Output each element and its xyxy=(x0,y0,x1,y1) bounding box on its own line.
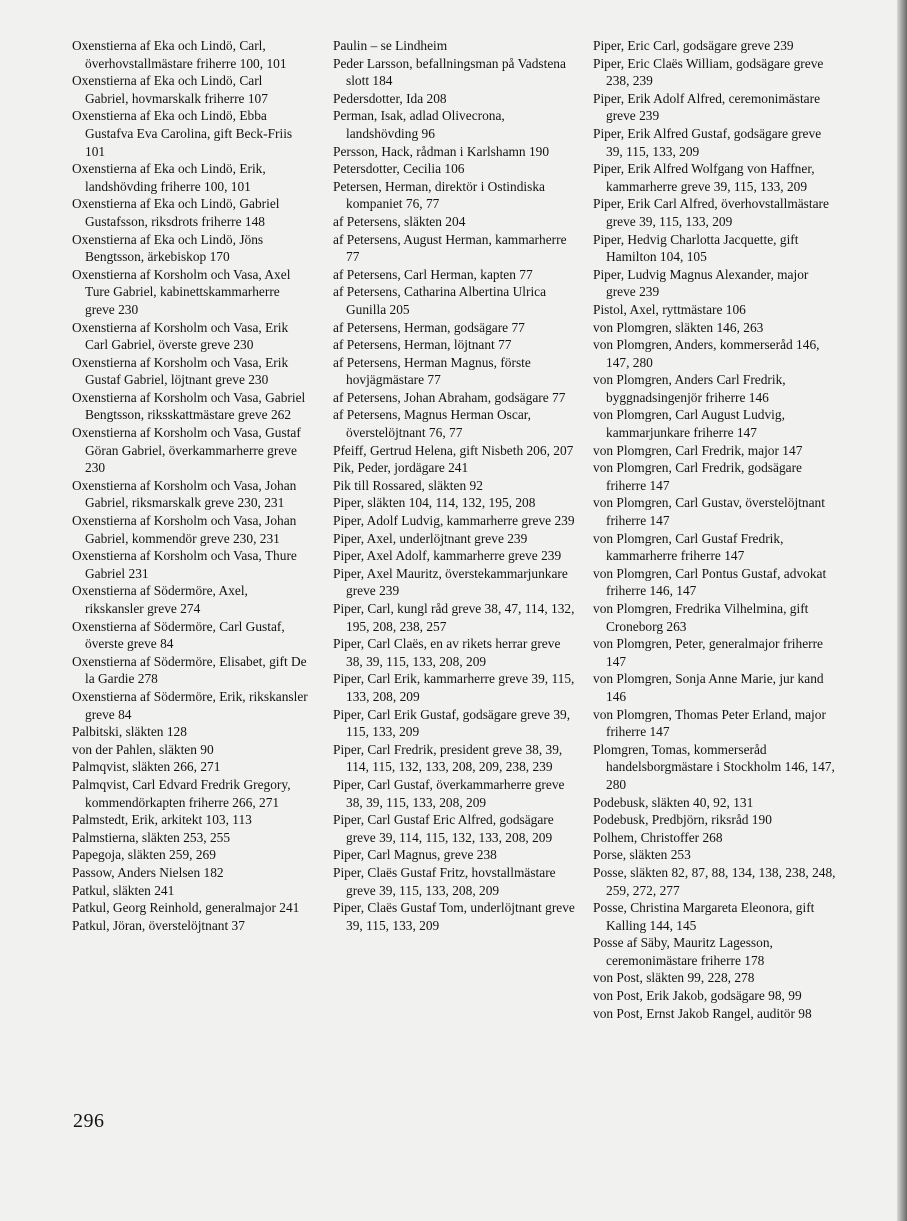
index-entry: Podebusk, Predbjörn, riksråd 190 xyxy=(593,812,772,828)
index-entry: af Petersens, Carl Herman, kapten 77 xyxy=(333,266,533,282)
index-entry: von Plomgren, Anders Carl Fredrik, byggnadsingenjör friherre 146 xyxy=(593,372,786,405)
index-entry: Oxenstierna af Södermöre, Carl Gustaf, överste greve 84 xyxy=(72,618,285,652)
index-entry: Oxenstierna af Korsholm och Vasa, Johan Gabriel, riksmarskalk greve 230, 231 xyxy=(72,477,297,511)
index-entry: Persson, Hack, rådman i Karlshamn 190 xyxy=(333,143,550,159)
index-entry: Piper, Erik Carl Alfred, överhovstallmästare greve 39, 115, 133, 209 xyxy=(593,196,829,229)
index-entry: Pik, Peder, jordägare 241 xyxy=(333,460,469,476)
index-entry: Oxenstierna af Södermöre, Elisabet, gift De la Gardie 278 xyxy=(72,653,307,687)
index-entry: Passow, Anders Nielsen 182 xyxy=(72,864,224,880)
index-entry: Oxenstierna af Korsholm och Vasa, Erik Carl Gabriel, överste greve 230 xyxy=(72,319,289,353)
index-entry: Piper, Erik Adolf Alfred, ceremonimästare greve 239 xyxy=(593,90,821,124)
index-entry: Piper, Ludvig Magnus Alexander, major greve 239 xyxy=(593,266,809,300)
index-entry: Piper, Adolf Ludvig, kammarherre greve 239 xyxy=(333,513,575,529)
index-entry: Petersen, Herman, direktör i Ostindiska kompaniet 76, 77 xyxy=(333,178,545,212)
index-entry: von Plomgren, Carl Fredrik, major 147 xyxy=(593,442,803,458)
index-entry: Oxenstierna af Korsholm och Vasa, Johan Gabriel, kommendör greve 230, 231 xyxy=(72,513,297,546)
index-entry: af Petersens, Magnus Herman Oscar, överstelöjtnant 76, 77 xyxy=(333,407,532,441)
index-entry: Piper, Claës Gustaf Tom, underlöjtnant greve 39, 115, 133, 209 xyxy=(333,900,575,933)
index-entry: von Plomgren, Carl Fredrik, godsägare friherre 147 xyxy=(593,460,802,493)
index-entry: Piper, Carl Erik, kammarherre greve 39, 115, 133, 208, 209 xyxy=(333,671,575,704)
index-entry: Piper, Carl Fredrik, president greve 38, 39, 114, 115, 132, 133, 208, 209, 238, 239 xyxy=(333,741,563,775)
index-entry: Plomgren, Tomas, kommerseråd handelsborgmästare i Stockholm 146, 147, 280 xyxy=(593,741,835,792)
index-entry: Palmqvist, släkten 266, 271 xyxy=(72,759,221,775)
index-entry: Petersdotter, Cecilia 106 xyxy=(333,161,465,177)
index-entry: Oxenstierna af Korsholm och Vasa, Erik Gustaf Gabriel, löjtnant greve 230 xyxy=(72,354,289,388)
index-entry: Papegoja, släkten 259, 269 xyxy=(72,847,216,863)
index-entry: Posse, Christina Margareta Eleonora, gift Kalling 144, 145 xyxy=(593,900,815,933)
index-entry: von der Pahlen, släkten 90 xyxy=(72,741,214,757)
index-entry: von Plomgren, släkten 146, 263 xyxy=(593,319,764,335)
index-entry: Polhem, Christoffer 268 xyxy=(593,829,723,845)
index-entry: von Post, Erik Jakob, godsägare 98, 99 xyxy=(593,988,802,1004)
index-column-1 xyxy=(72,37,308,934)
index-entry: Piper, Eric Carl, godsägare greve 239 xyxy=(593,38,794,53)
index-entry: Piper, Carl Erik Gustaf, godsägare greve 39, 115, 133, 209 xyxy=(333,706,571,740)
index-entry: Piper, Eric Claës William, godsägare greve 238, 239 xyxy=(593,55,824,89)
index-entry: Pik till Rossared, släkten 92 xyxy=(333,477,483,493)
index-entry: Piper, Axel Adolf, kammarherre greve 239 xyxy=(333,548,562,564)
index-column-2 xyxy=(333,37,575,934)
index-entry: af Petersens, Catharina Albertina Ulrica Gunilla 205 xyxy=(333,284,547,317)
index-entry: Oxenstierna af Korsholm och Vasa, Thure Gabriel 231 xyxy=(72,548,297,581)
index-entry: Oxenstierna af Eka och Lindö, Ebba Gustafva Eva Carolina, gift Beck-Friis 101 xyxy=(72,108,293,159)
index-entry: Oxenstierna af Södermöre, Erik, rikskansler greve 84 xyxy=(72,688,308,722)
index-entry: von Plomgren, Peter, generalmajor friherre 147 xyxy=(593,636,823,669)
index-entry: af Petersens, Johan Abraham, godsägare 77 xyxy=(333,389,566,405)
index-entry: Patkul, Georg Reinhold, generalmajor 241 xyxy=(72,900,300,916)
index-entry: Piper, Hedvig Charlotta Jacquette, gift Hamilton 104, 105 xyxy=(593,231,799,265)
index-entry: Piper, Carl, kungl råd greve 38, 47, 114, 132, 195, 208, 238, 257 xyxy=(333,601,575,634)
index-entry: Piper, Axel, underlöjtnant greve 239 xyxy=(333,530,528,546)
index-entry: Oxenstierna af Eka och Lindö, Gabriel Gustafsson, riksdrots friherre 148 xyxy=(72,196,280,229)
index-entry: Perman, Isak, adlad Olivecrona, landshövding 96 xyxy=(333,108,505,141)
index-entry: von Plomgren, Anders, kommerseråd 146, 147, 280 xyxy=(593,337,820,370)
index-entry: Pfeiff, Gertrud Helena, gift Nisbeth 206, 207 xyxy=(333,442,574,458)
index-entry: Paulin – se Lindheim xyxy=(333,38,448,53)
index-entry: Piper, Carl Magnus, greve 238 xyxy=(333,847,497,863)
index-entry: Peder Larsson, befallningsman på Vadstena slott 184 xyxy=(333,55,566,89)
index-entry: von Plomgren, Thomas Peter Erland, major friherre 147 xyxy=(593,706,826,740)
index-entry: Oxenstierna af Korsholm och Vasa, Gustaf Göran Gabriel, överkammarherre greve 230 xyxy=(72,425,301,476)
index-entry: Piper, Erik Alfred Wolfgang von Haffner, kammarherre greve 39, 115, 133, 209 xyxy=(593,161,815,194)
index-entry: Patkul, Jöran, överstelöjtnant 37 xyxy=(72,917,245,933)
index-entry: Palmstierna, släkten 253, 255 xyxy=(72,829,231,845)
index-entry: Porse, släkten 253 xyxy=(593,847,691,863)
index-entry: Oxenstierna af Korsholm och Vasa, Gabriel Bengtsson, riksskattmästare greve 262 xyxy=(72,389,306,423)
index-entry: von Plomgren, Sonja Anne Marie, jur kand 146 xyxy=(593,671,824,704)
index-entry: Oxenstierna af Eka och Lindö, Jöns Bengtsson, ärkebiskop 170 xyxy=(72,231,264,265)
index-entry: Piper, Erik Alfred Gustaf, godsägare greve 39, 115, 133, 209 xyxy=(593,125,822,159)
index-entry: Pistol, Axel, ryttmästare 106 xyxy=(593,301,746,317)
index-entry: af Petersens, Herman, godsägare 77 xyxy=(333,319,525,335)
index-entry: Posse, släkten 82, 87, 88, 134, 138, 238, 248, 259, 272, 277 xyxy=(593,864,836,898)
index-entry: Podebusk, släkten 40, 92, 131 xyxy=(593,794,754,810)
index-entry: Piper, släkten 104, 114, 132, 195, 208 xyxy=(333,495,536,511)
index-entry: af Petersens, Herman, löjtnant 77 xyxy=(333,337,512,353)
index-entry: Patkul, släkten 241 xyxy=(72,882,175,898)
index-entry: Oxenstierna af Eka och Lindö, Carl, överhovstallmästare friherre 100, 101 xyxy=(72,38,287,71)
index-column-3 xyxy=(593,37,837,1022)
page-number: 296 xyxy=(73,1110,105,1132)
index-entry: von Plomgren, Fredrika Vilhelmina, gift Croneborg 263 xyxy=(593,601,809,634)
index-entry: Oxenstierna af Korsholm och Vasa, Axel Ture Gabriel, kabinettskammarherre greve 230 xyxy=(72,266,291,317)
index-entry: af Petersens, släkten 204 xyxy=(333,213,466,229)
index-entry: Oxenstierna af Eka och Lindö, Erik, landshövding friherre 100, 101 xyxy=(72,161,266,194)
index-entry: Piper, Claës Gustaf Fritz, hovstallmästare greve 39, 115, 133, 208, 209 xyxy=(333,864,556,898)
index-entry: von Plomgren, Carl August Ludvig, kammarjunkare friherre 147 xyxy=(593,407,785,441)
index-entry: von Plomgren, Carl Gustaf Fredrik, kammarherre friherre 147 xyxy=(593,530,784,564)
index-entry: von Post, släkten 99, 228, 278 xyxy=(593,970,755,986)
index-entry: af Petersens, Herman Magnus, förste hovjägmästare 77 xyxy=(333,354,531,388)
index-entry: Posse af Säby, Mauritz Lagesson, ceremonimästare friherre 178 xyxy=(593,935,773,968)
index-entry: Piper, Carl Gustaf Eric Alfred, godsägare greve 39, 114, 115, 132, 133, 208, 209 xyxy=(333,812,554,845)
index-entry: Palmqvist, Carl Edvard Fredrik Gregory, kommendörkapten friherre 266, 271 xyxy=(72,776,291,810)
page-edge-shadow xyxy=(897,0,907,1221)
index-entry: Oxenstierna af Eka och Lindö, Carl Gabriel, hovmarskalk friherre 107 xyxy=(72,73,268,106)
index-entry: Piper, Carl Gustaf, överkammarherre greve 38, 39, 115, 133, 208, 209 xyxy=(333,776,565,810)
index-entry: Oxenstierna af Södermöre, Axel, rikskansler greve 274 xyxy=(72,583,248,616)
index-entry: von Post, Ernst Jakob Rangel, auditör 98 xyxy=(593,1005,812,1021)
index-entry: von Plomgren, Carl Gustav, överstelöjtnant friherre 147 xyxy=(593,495,825,529)
index-entry: Piper, Axel Mauritz, överstekammarjunkare greve 239 xyxy=(333,565,568,599)
index-entry: Pedersdotter, Ida 208 xyxy=(333,90,447,106)
index-entry: Palbitski, släkten 128 xyxy=(72,724,187,740)
index-entry: von Plomgren, Carl Pontus Gustaf, advokat friherre 146, 147 xyxy=(593,565,827,599)
index-entry: af Petersens, August Herman, kammarherre 77 xyxy=(333,231,567,265)
index-entry: Piper, Carl Claës, en av rikets herrar greve 38, 39, 115, 133, 208, 209 xyxy=(333,636,561,669)
index-entry: Palmstedt, Erik, arkitekt 103, 113 xyxy=(72,812,252,828)
